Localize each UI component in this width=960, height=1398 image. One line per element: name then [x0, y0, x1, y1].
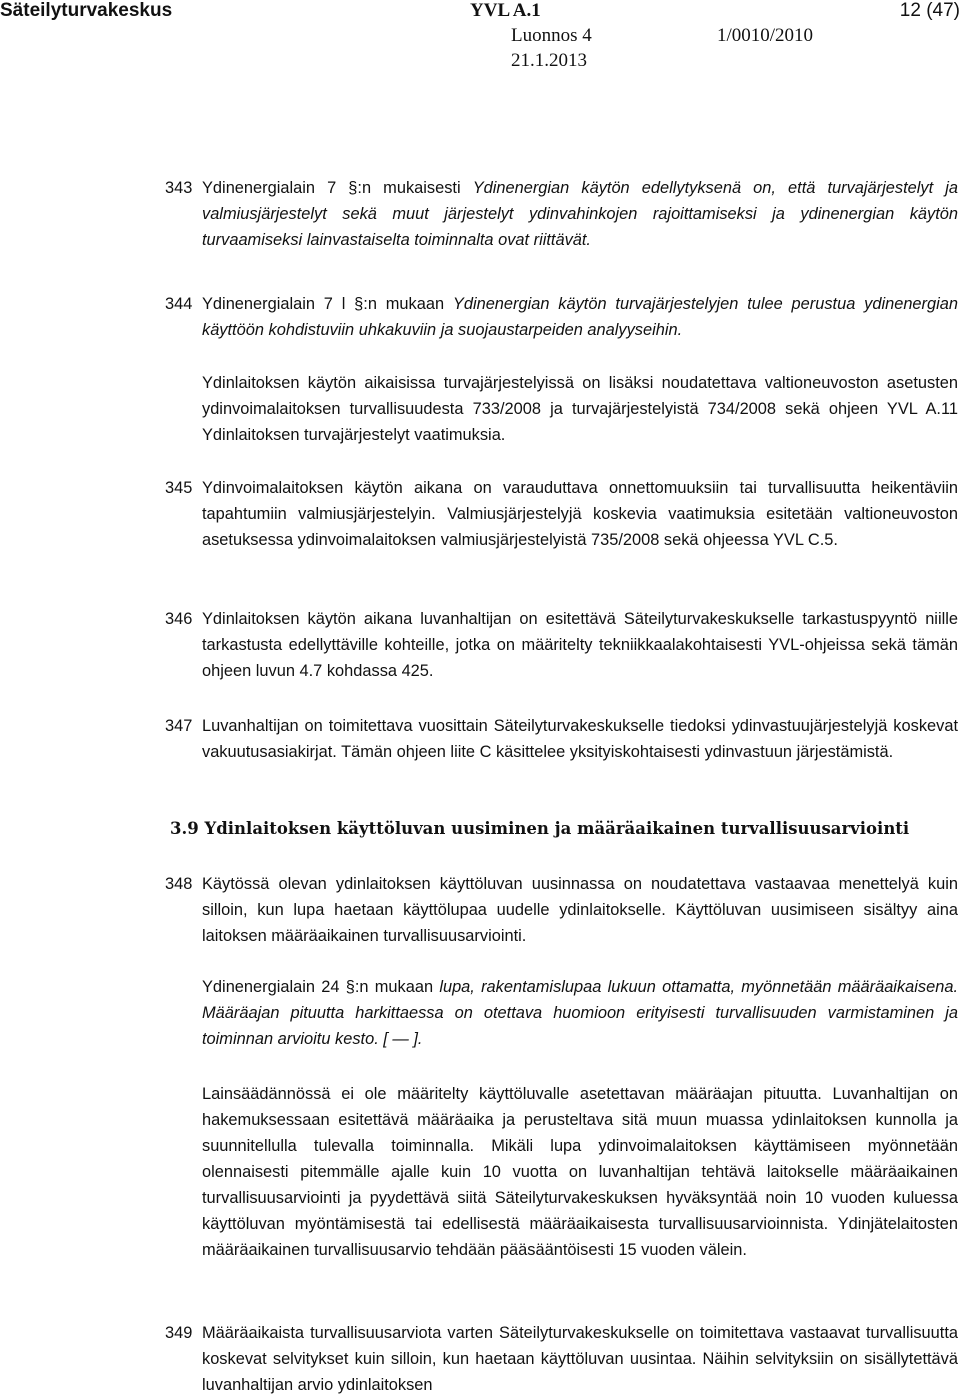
paragraph-348 [202, 871, 958, 949]
section-number: 3.9 [170, 819, 199, 838]
paragraph-number: 345 [165, 479, 193, 497]
paragraph-text: Määräaikaista turvallisuusarviota varten Säteilyturvakeskukselle on toimitettava vastaavat turvallisuutta koskevat selvitykset kuin silloin, kun haetaan käyttöluvan uusintaa. Näihin selvityksiin on sisällytettävä luvanhaltijan arvio ydinlaitoksen [202, 1324, 958, 1394]
paragraph-347 [202, 713, 958, 765]
paragraph-number: 346 [165, 610, 193, 628]
law-reference: Ydinenergialain 24 §:n mukaan [202, 978, 440, 996]
reference-number: 1/0010/2010 [717, 25, 814, 46]
page-number: 12 (47) [899, 0, 960, 21]
paragraph-text: Lainsäädännössä ei ole määritelty käyttöluvalle asetettavan määräajan pituutta. Luvanhaltijan on hakemuksessaan esitettävä määräaika ja perusteltava sitä muun muassa ydinlaitoksen kunnolla ja suunnitellulla tulevalla toiminnalla. Mikäli lupa ydinvoimalaitoksen käyttämiseen myönnetään olennaisesti pitemmälle ajalle kuin 10 vuotta on luvanhaltijan tehtävä laitokselle määräaikainen turvallisuusarviointi ja pyydettävä siitä Säteilyturvakeskuksen hyväksyntää noin 10 vuoden kuluessa käyttöluvan myöntämisestä tai edellisestä määräaikaisesta turvallisuusarvioinnista. Ydinjätelaitosten määräaikainen turvallisuusarvio tehdään pääsääntöisesti 15 vuoden välein. [202, 1085, 958, 1259]
paragraph-349 [202, 1320, 958, 1398]
law-quote: lupa, rakentamislupaa lukuun ottamatta, myönnetään määräaikaisena. Määräajan pituutta harkittaessa on otettava huomioon erityisesti turvallisuuden varmistaminen ja toiminnan arvioitu kesto. [ — ]. [202, 978, 958, 1048]
paragraph-number: 344 [165, 295, 193, 313]
draft-label: Luonnos 4 [511, 25, 592, 46]
paragraph-348-extra [202, 1081, 958, 1263]
law-reference: Ydinenergialain 7 l §:n mukaan [202, 295, 453, 313]
paragraph-text: Luvanhaltijan on toimitettava vuosittain Säteilyturvakeskukselle tiedoksi ydinvastuujärjestelyjä koskevat vakuutusasiakirjat. Tämän ohjeen liite C käsittelee yksityiskohtaisesti ydinvastuun järjestämistä. [202, 717, 958, 761]
guide-id: YVL A.1 [470, 0, 541, 21]
section-heading [170, 817, 909, 841]
paragraph-344-continuation [202, 370, 958, 448]
paragraph-number: 347 [165, 717, 193, 735]
paragraph-text: Käytössä olevan ydinlaitoksen käyttöluvan uusinnassa on noudatettava vastaavaa menettelyä kuin silloin, kun lupa haetaan käyttölupaa uudelle ydinlaitokselle. Käyttöluvan uusimiseen sisältyy aina laitoksen määräaikainen turvallisuusarviointi. [202, 875, 958, 945]
paragraph-text: Ydinlaitoksen käytön aikaisissa turvajärjestelyissä on lisäksi noudatettava valtioneuvoston asetusten ydinvoimalaitoksen turvallisuudesta 733/2008 ja turvajärjestelyistä 734/2008 sekä ohjeen YVL A.11 Ydinlaitoksen turvajärjestelyt vaatimuksia. [202, 374, 958, 444]
paragraph-number: 343 [165, 179, 193, 197]
document-date: 21.1.2013 [511, 50, 587, 71]
law-quote: Ydinenergian käytön edellytyksenä on, että turvajärjestelyt ja valmiusjärjestelyt sekä muut järjestelyt ydinvahinkojen rajoittamiseksi ja ydinenergian käytön turvaamiseksi lainvastaiselta toiminnalta ovat riittävät. [202, 179, 958, 249]
law-quote: Ydinenergian käytön turvajärjestelyjen tulee perustua ydinenergian käyttöön kohdistuviin uhkakuviin ja suojaustarpeiden analyyseihin. [202, 295, 958, 339]
paragraph-text: Ydinlaitoksen käytön aikana luvanhaltijan on esitettävä Säteilyturvakeskukselle tarkastuspyyntö niille tarkastusta edellyttäville kohteille, jotka on määritelty tekniikkaalakohtaisesti YVL-ohjeissa sekä tämän ohjeen luvun 4.7 kohdassa 425. [202, 610, 958, 680]
paragraph-346 [202, 606, 958, 684]
paragraph-348-law-quote [202, 974, 958, 1052]
organization-name: Säteilyturvakeskus [0, 0, 173, 21]
paragraph-text: Ydinvoimalaitoksen käytön aikana on varauduttava onnettomuuksiin tai turvallisuutta heikentäviin tapahtumiin valmiusjärjestelyin. Valmiusjärjestelyjä koskevia vaatimuksia esitetään valtioneuvoston asetuksessa ydinvoimalaitoksen valmiusjärjestelyistä 735/2008 sekä ohjeessa YVL C.5. [202, 479, 958, 549]
paragraph-343 [202, 175, 958, 253]
law-reference: Ydinenergialain 7 §:n mukaisesti [202, 179, 473, 197]
paragraph-345 [202, 475, 958, 553]
section-title: Ydinlaitoksen käyttöluvan uusiminen ja määräaikainen turvallisuusarviointi [204, 819, 910, 838]
paragraph-number: 348 [165, 875, 193, 893]
page-header [0, 0, 960, 75]
paragraph-344 [202, 291, 958, 343]
paragraph-number: 349 [165, 1324, 193, 1342]
